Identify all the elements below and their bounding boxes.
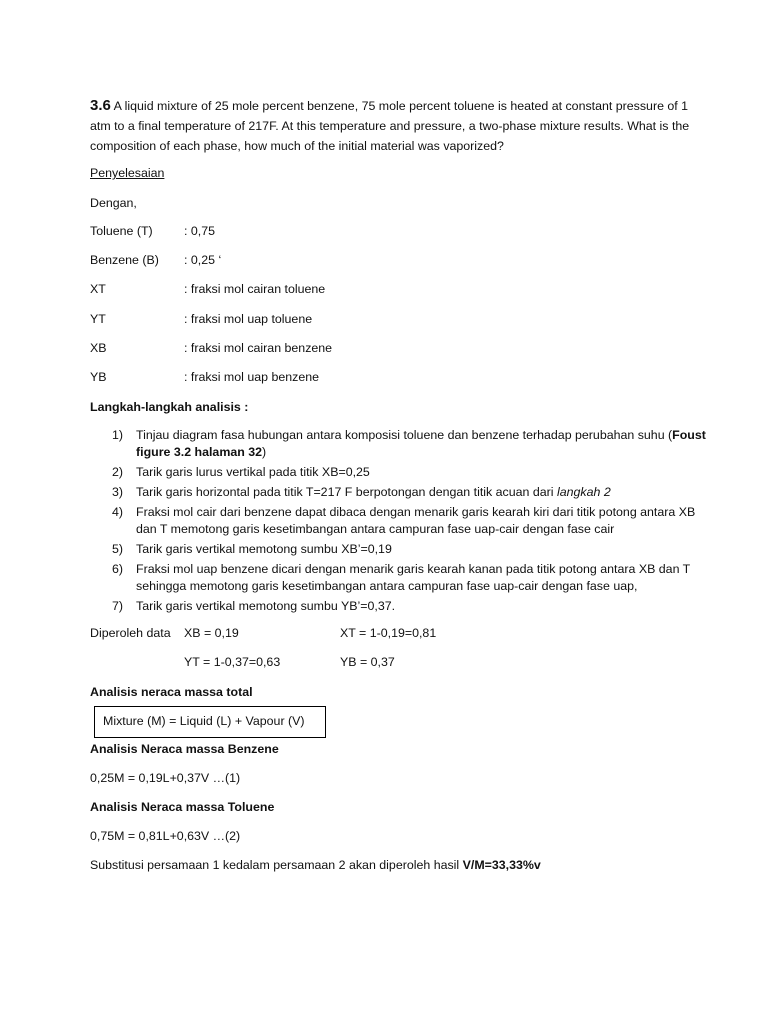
problem-statement	[90, 96, 710, 156]
steps-list	[112, 427, 712, 618]
definition-value: : 0,25 ‘	[184, 253, 222, 267]
step-item	[112, 484, 712, 501]
step-number: 5)	[112, 542, 124, 556]
definition-value: : 0,75	[184, 224, 216, 238]
step-text: Tarik garis lurus vertikal pada titik XB=0,25	[136, 465, 370, 479]
definition-value: : fraksi mol cairan toluene	[184, 282, 326, 296]
given-heading: Dengan,	[90, 196, 137, 210]
step-item	[112, 504, 712, 538]
definition-label: YT	[90, 312, 106, 326]
step-text-end: )	[262, 445, 267, 459]
definition-label: XT	[90, 282, 106, 296]
result-yt: YT = 1-0,37=0,63	[184, 655, 281, 669]
step-item	[112, 541, 712, 558]
total-balance-equation: Mixture (M) = Liquid (L) + Vapour (V)	[103, 714, 305, 728]
step-item	[112, 598, 712, 615]
toluene-balance-heading: Analisis Neraca massa Toluene	[90, 800, 275, 814]
step-text: Tarik garis vertikal memotong sumbu XB’=0,19	[136, 542, 392, 556]
total-balance-equation-box	[94, 706, 326, 738]
step-reference: Foust figure 3.2 halaman 32	[136, 428, 706, 459]
conclusion-result: V/M=33,33%v	[462, 858, 541, 872]
problem-text: A liquid mixture of 25 mole percent benzene, 75 mole percent toluene is heated at constant pressure of 1 atm to a final temperature of 217F. At this temperature and pressure, a two-phase mixture results. What is the composition of each phase, how much of the initial material was vaporized?	[90, 99, 690, 153]
definition-value: : fraksi mol uap benzene	[184, 370, 319, 384]
benzene-balance-equation: 0,25M = 0,19L+0,37V …(1)	[90, 771, 241, 785]
step-text: Tinjau diagram fasa hubungan antara komposisi toluene dan benzene terhadap perubahan suhu (	[136, 428, 673, 442]
step-text: Fraksi mol uap benzene dicari dengan menarik garis kearah kanan pada titik potong antara XB dan T sehingga memotong garis kesetimbangan antara campuran fase uap-cair dengan fase uap,	[136, 562, 691, 593]
definition-label: Benzene (B)	[90, 253, 159, 267]
step-item	[112, 427, 712, 461]
step-number: 4)	[112, 505, 124, 519]
step-number: 6)	[112, 562, 124, 576]
step-text: Fraksi mol cair dari benzene dapat dibaca dengan menarik garis kearah kiri dari titik potong antara XB dan T memotong garis kesetimbangan antara campuran fase uap-cair dengan fase cair	[136, 505, 696, 536]
problem-number: 3.6	[90, 97, 111, 114]
steps-heading: Langkah-langkah analisis :	[90, 400, 249, 414]
step-number: 1)	[112, 428, 124, 442]
toluene-balance-equation: 0,75M = 0,81L+0,63V …(2)	[90, 829, 241, 843]
result-xt: XT = 1-0,19=0,81	[340, 626, 437, 640]
step-text: Tarik garis vertikal memotong sumbu YB’=0,37.	[136, 599, 396, 613]
step-number: 7)	[112, 599, 124, 613]
step-italic-ref: langkah 2	[556, 485, 611, 499]
definition-label: XB	[90, 341, 107, 355]
definition-value: : fraksi mol uap toluene	[184, 312, 313, 326]
benzene-balance-heading: Analisis Neraca massa Benzene	[90, 742, 279, 756]
step-item	[112, 464, 712, 481]
result-xb: XB = 0,19	[184, 626, 239, 640]
step-number: 3)	[112, 485, 124, 499]
step-number: 2)	[112, 465, 124, 479]
solution-heading: Penyelesaian	[90, 166, 165, 180]
definition-value: : fraksi mol cairan benzene	[184, 341, 333, 355]
conclusion-text: Substitusi persamaan 1 kedalam persamaan 2 akan diperoleh hasil	[90, 858, 463, 872]
total-balance-heading: Analisis neraca massa total	[90, 685, 253, 699]
step-text: Tarik garis horizontal pada titik T=217 F berpotongan dengan titik acuan dari	[136, 485, 557, 499]
result-yb: YB = 0,37	[340, 655, 395, 669]
definition-label: Toluene (T)	[90, 224, 153, 238]
conclusion-line	[90, 858, 541, 872]
definition-label: YB	[90, 370, 107, 384]
step-item	[112, 561, 712, 595]
results-label: Diperoleh data	[90, 626, 171, 640]
